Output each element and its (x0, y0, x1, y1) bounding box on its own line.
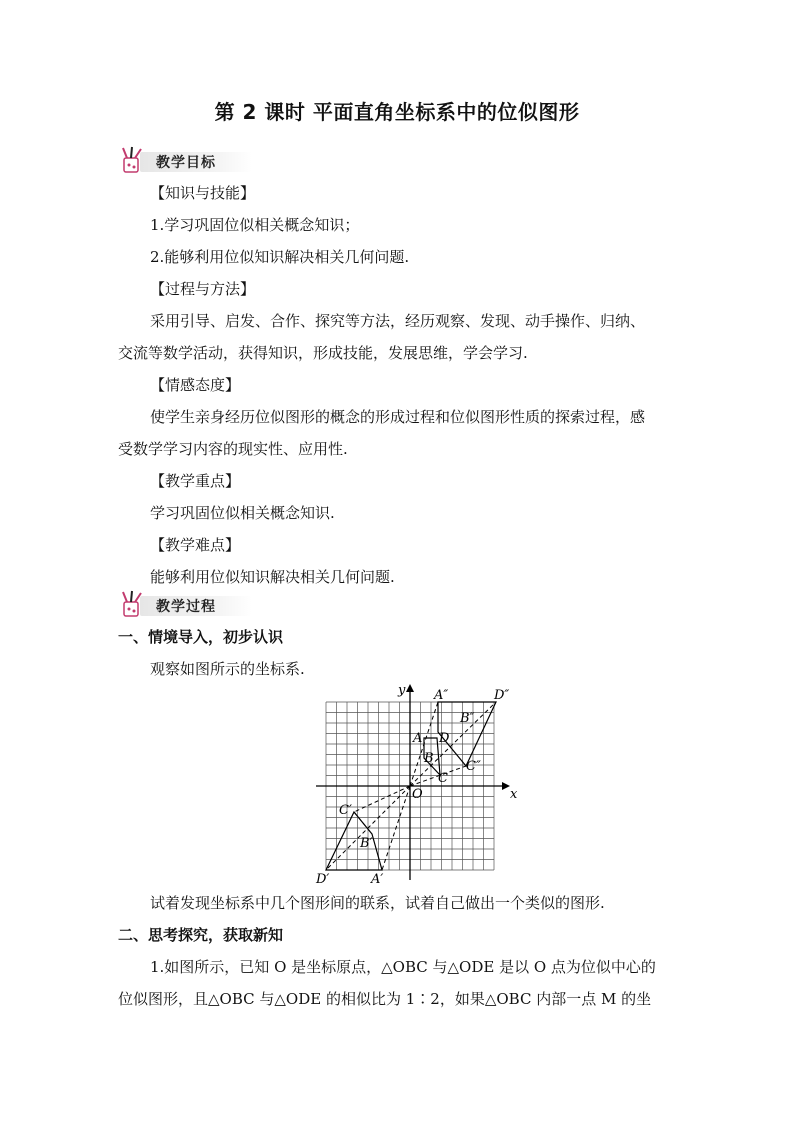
y-axis (406, 684, 414, 880)
process-banner (118, 590, 253, 618)
pencil-cup-icon (118, 590, 148, 618)
knowledge-heading: 【知识与技能】 (150, 184, 256, 202)
method-heading: 【过程与方法】 (150, 280, 256, 298)
y-axis-label: y (398, 683, 406, 698)
goals-banner-label: 教学目标 (156, 155, 216, 171)
difficult-point-text: 能够利用位似知识解决相关几何问题. (150, 568, 395, 586)
method-text-1: 采用引导、启发、合作、探究等方法，经历观察、发现、动手操作、归纳、 (150, 312, 646, 330)
goals-banner (118, 146, 253, 174)
section-2-title: 二、思考探究，获取新知 (118, 926, 284, 944)
point-label-a: A (413, 731, 423, 746)
coordinate-figure (312, 682, 518, 888)
x-axis-label: x (510, 787, 518, 802)
point-label-d-double: D″ (494, 688, 510, 703)
difficult-point-heading: 【教学难点】 (150, 536, 241, 554)
section-1-text: 观察如图所示的坐标系. (150, 660, 305, 678)
point-label-b: B (424, 751, 434, 766)
pencil-cup-icon (118, 146, 148, 174)
emotion-heading: 【情感态度】 (150, 376, 241, 394)
method-text-2: 交流等数学活动，获得知识，形成技能，发展思维，学会学习. (118, 344, 528, 362)
point-label-c-double: C″ (466, 759, 481, 774)
key-point-heading: 【教学重点】 (150, 472, 241, 490)
knowledge-item-2: 2.能够利用位似知识解决相关几何问题. (150, 248, 410, 266)
point-label-b-prime: B′ (360, 836, 373, 851)
emotion-text-1: 使学生亲身经历位似图形的概念的形成过程和位似图形性质的探索过程，感 (150, 408, 646, 426)
point-label-d: D (439, 731, 450, 746)
page-title: 第 2 课时 平面直角坐标系中的位似图形 (214, 100, 580, 124)
key-point-text: 学习巩固位似相关概念知识. (150, 504, 335, 522)
figure-followup-text: 试着发现坐标系中几个图形间的联系，试着自己做出一个类似的图形. (150, 894, 605, 912)
point-label-c: C (438, 771, 448, 786)
point-label-c-prime: C′ (339, 803, 352, 818)
knowledge-item-1: 1.学习巩固位似相关概念知识； (150, 216, 360, 234)
question-1-line-1: 1.如图所示，已知 O 是坐标原点，△OBC 与△ODE 是以 O 点为位似中心的 (150, 958, 656, 976)
point-label-a-double: A″ (434, 688, 449, 703)
point-label-b-double: B″ (460, 711, 475, 726)
point-label-a-prime: A′ (371, 872, 384, 887)
question-1-line-2: 位似图形，且△OBC 与△ODE 的相似比为 1∶2，如果△OBC 内部一点 M 的坐 (118, 990, 652, 1008)
point-label-d-prime: D′ (316, 872, 330, 887)
section-1-title: 一、情境导入，初步认识 (118, 628, 284, 646)
emotion-text-2: 受数学学习内容的现实性、应用性. (118, 440, 348, 458)
process-banner-label: 教学过程 (156, 599, 216, 615)
origin-label: O (412, 787, 423, 802)
